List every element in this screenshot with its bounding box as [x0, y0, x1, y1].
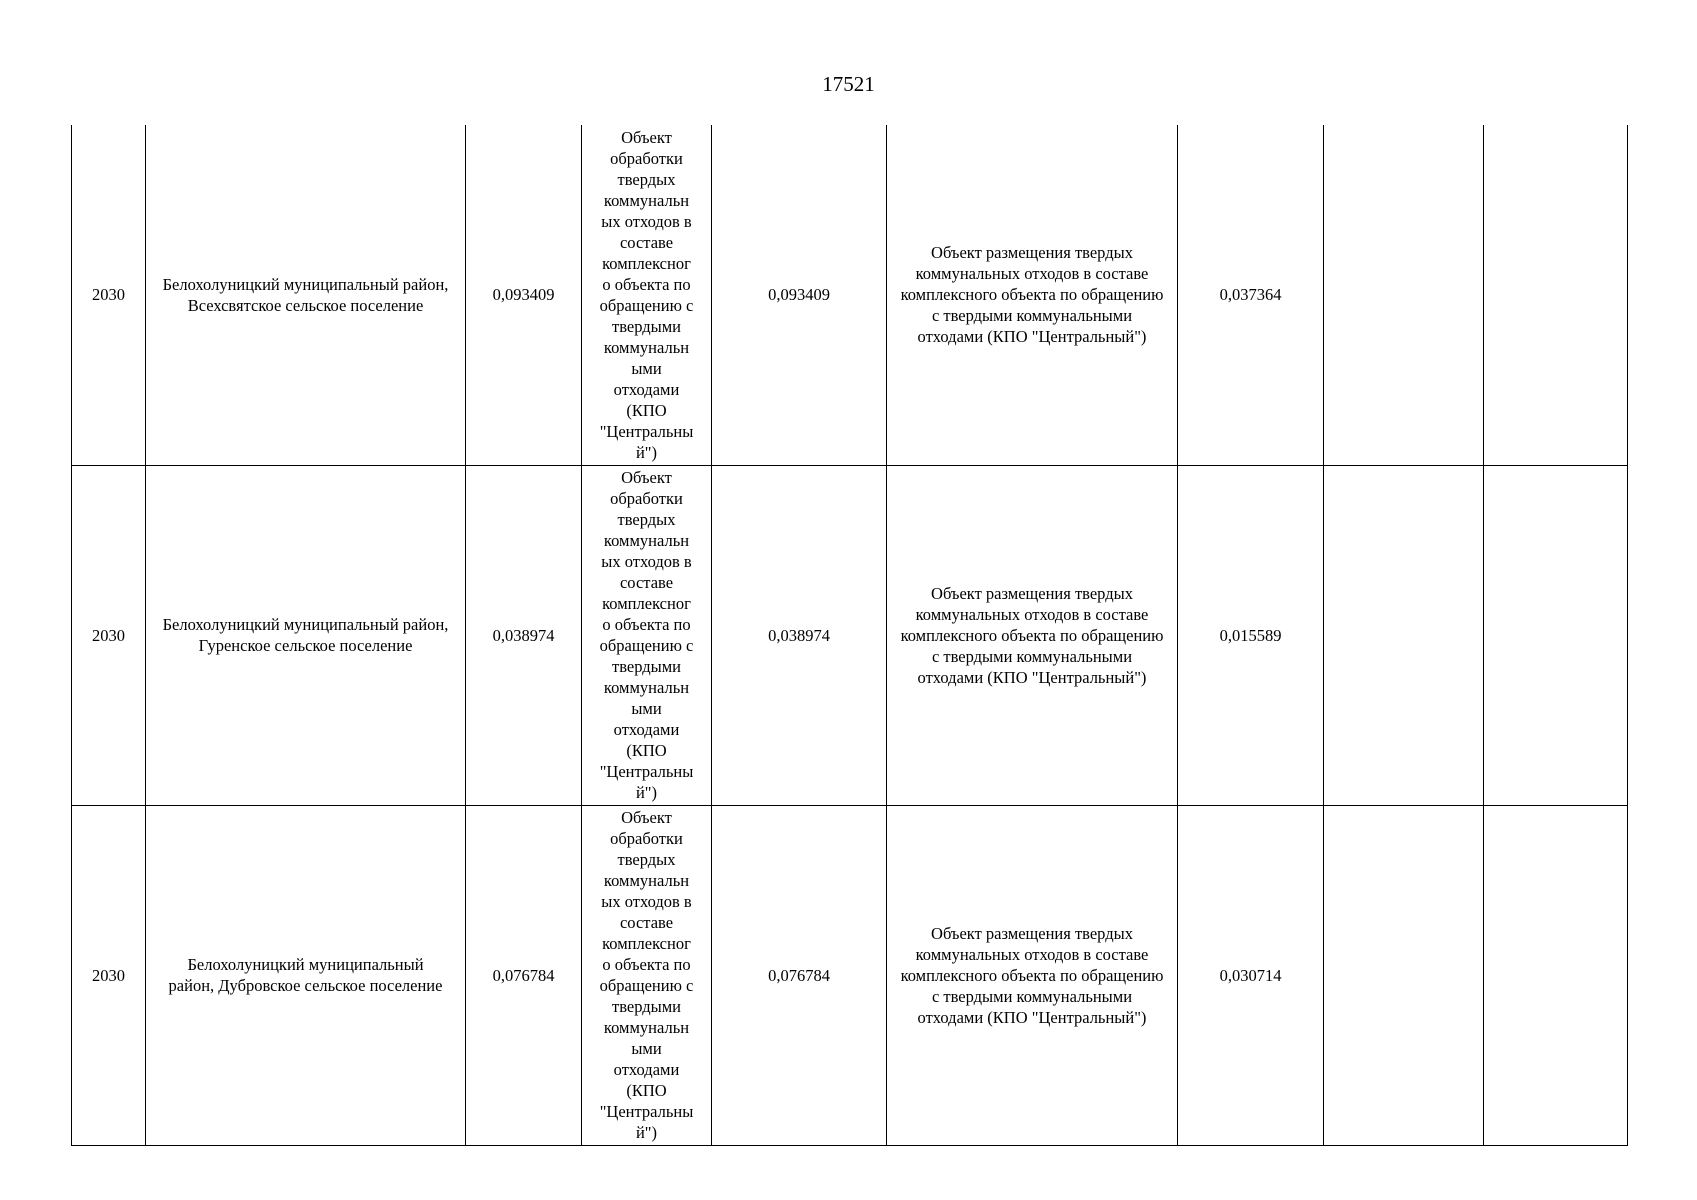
object-line: ыми — [631, 358, 662, 378]
object-line: составе — [619, 913, 674, 932]
volume-cell: 0,076784 — [712, 805, 887, 1145]
empty-cell — [1324, 125, 1484, 465]
object-line: коммунальн — [603, 190, 690, 210]
empty-cell — [1484, 465, 1628, 805]
object-line: ых отходов в — [601, 552, 692, 571]
processing-object-cell — [582, 805, 712, 1145]
object-line: обработки — [610, 148, 683, 168]
territory-cell: Белохолуницкий муниципальный район, Гуренское сельское поселение — [146, 465, 466, 805]
object-line: обработки — [610, 829, 683, 848]
object-line: (КПО — [626, 400, 667, 420]
object-line: ых отходов в — [601, 211, 692, 231]
disposal-object-cell: Объект размещения твердых коммунальных отходов в составе комплексного объекта по обращению с твердыми коммунальными отходами (КПО "Центральный") — [887, 465, 1178, 805]
table-body — [72, 125, 1628, 1145]
object-line: коммунальн — [603, 1018, 690, 1037]
territory-cell: Белохолуницкий муниципальный район, Дубровское сельское поселение — [146, 805, 466, 1145]
empty-cell — [1324, 805, 1484, 1145]
object-line: обращению с — [599, 976, 694, 995]
object-line: отходами — [613, 1060, 680, 1079]
object-line: твердыми — [611, 657, 681, 676]
object-line: "Центральны — [599, 421, 694, 441]
page-number: 17521 — [822, 72, 875, 96]
processing-object-cell — [582, 125, 712, 465]
object-line: обработки — [610, 489, 683, 508]
object-line: Объект — [621, 127, 672, 147]
object-line: обращению с — [599, 295, 694, 315]
object-line: "Центральны — [599, 762, 694, 781]
object-line: твердых — [617, 850, 676, 869]
object-line: й") — [635, 442, 658, 462]
object-line: й") — [635, 1123, 658, 1142]
volume-cell: 0,076784 — [466, 805, 582, 1145]
object-line: твердых — [617, 510, 676, 529]
object-line: комплексног — [602, 594, 691, 613]
object-line: коммунальн — [603, 531, 690, 550]
year-cell: 2030 — [72, 805, 146, 1145]
object-line: коммунальн — [603, 337, 690, 357]
waste-flow-table — [71, 125, 1628, 1146]
empty-cell — [1484, 125, 1628, 465]
object-line: отходами — [613, 720, 680, 739]
object-line: составе — [619, 573, 674, 592]
object-line: отходами — [613, 379, 680, 399]
volume-cell: 0,015589 — [1178, 465, 1324, 805]
territory-cell: Белохолуницкий муниципальный район, Всехсвятское сельское поселение — [146, 125, 466, 465]
object-line: (КПО — [626, 741, 667, 760]
year-cell: 2030 — [72, 465, 146, 805]
year-cell: 2030 — [72, 125, 146, 465]
object-line: твердыми — [611, 316, 681, 336]
object-line: о объекта по — [602, 955, 691, 974]
disposal-object-cell: Объект размещения твердых коммунальных отходов в составе комплексного объекта по обращению с твердыми коммунальными отходами (КПО "Центральный") — [887, 125, 1178, 465]
object-line: составе — [619, 232, 674, 252]
volume-cell: 0,038974 — [466, 465, 582, 805]
table-row — [72, 465, 1628, 805]
object-line: комплексног — [602, 934, 691, 953]
object-line: твердыми — [611, 997, 681, 1016]
object-line: обращению с — [599, 636, 694, 655]
object-line: о объекта по — [602, 274, 691, 294]
object-line: (КПО — [626, 1081, 667, 1100]
object-line: о объекта по — [602, 615, 691, 634]
volume-cell: 0,038974 — [712, 465, 887, 805]
object-line: ыми — [631, 1039, 662, 1058]
volume-cell: 0,093409 — [466, 125, 582, 465]
volume-cell: 0,037364 — [1178, 125, 1324, 465]
table-row — [72, 125, 1628, 465]
object-line: коммунальн — [603, 871, 690, 890]
object-line: ых отходов в — [601, 892, 692, 911]
volume-cell: 0,030714 — [1178, 805, 1324, 1145]
table-row — [72, 805, 1628, 1145]
object-line: Объект — [621, 808, 672, 827]
object-line: Объект — [621, 468, 672, 487]
object-line: твердых — [617, 169, 676, 189]
object-line: ыми — [631, 699, 662, 718]
processing-object-cell — [582, 465, 712, 805]
disposal-object-cell: Объект размещения твердых коммунальных отходов в составе комплексного объекта по обращению с твердыми коммунальными отходами (КПО "Центральный") — [887, 805, 1178, 1145]
empty-cell — [1484, 805, 1628, 1145]
object-line: комплексног — [602, 253, 691, 273]
object-line: коммунальн — [603, 678, 690, 697]
object-line: й") — [635, 783, 658, 802]
volume-cell: 0,093409 — [712, 125, 887, 465]
object-line: "Центральны — [599, 1102, 694, 1121]
empty-cell — [1324, 465, 1484, 805]
